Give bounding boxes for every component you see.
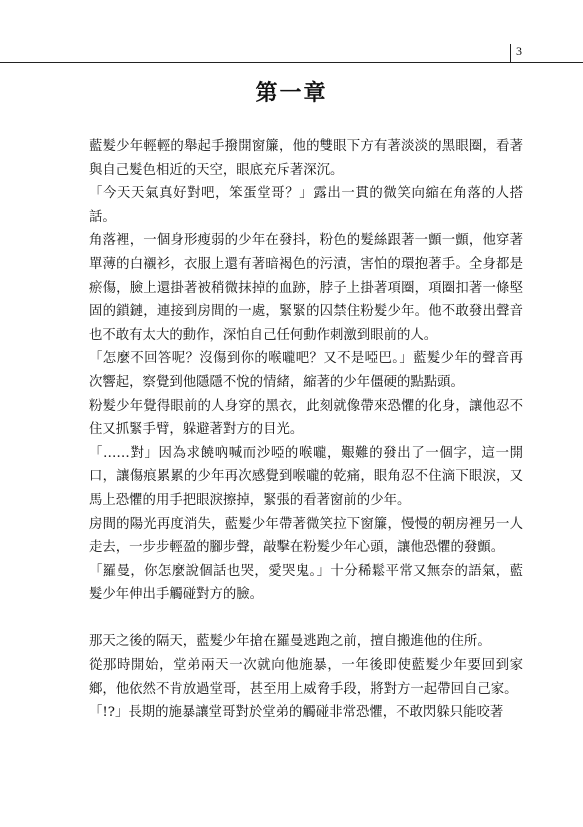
paragraph-4: 「怎麼不回答呢？沒傷到你的喉嚨吧？又不是啞巴。」藍髮少年的聲音再次響起，察覺到他隱隱不悅的情緒，縮著的少年僵硬的點點頭。 — [89, 351, 523, 390]
chapter-title: 第一章 — [255, 81, 328, 106]
paragraph-5: 粉髮少年覺得眼前的人身穿的黑衣，此刻就像帶來恐懼的化身，讓他忍不住又抓緊手臂，躲避著對方的目光。 — [89, 398, 523, 438]
paragraph-8: 「羅曼，你怎麼說個話也哭，愛哭鬼。」十分稀鬆平常又無奈的語氣，藍髮少年伸出手觸碰對方的臉。 — [89, 563, 523, 603]
paragraph-9: 那天之後的隔天，藍髮少年搶在羅曼逃跑之前，擅自搬進他的住所。 — [89, 634, 491, 650]
paragraph-7: 房間的陽光再度消失，藍髮少年帶著微笑拉下窗簾，慢慢的朝房裡另一人走去，一步步輕盈的腳步聲，敲擊在粉髮少年心頭，讓他恐懼的發顫。 — [89, 516, 523, 556]
header-rule — [0, 62, 583, 63]
header-divider-tick — [510, 44, 511, 63]
paragraph-2: 「今天天氣真好對吧，笨蛋堂哥？」露出一貫的微笑向縮在角落的人搭話。 — [89, 186, 523, 225]
paragraph-10: 從那時開始，堂弟兩天一次就向他施暴，一年後即使藍髮少年要回到家鄉，他依然不肯放過堂哥，甚至用上威脅手段，將對方一起帶回自己家。 — [89, 658, 523, 697]
paragraph-6: 「……對」因為求饒吶喊而沙啞的喉嚨，艱難的發出了一個字，這一開口，讓傷痕累累的少年再次感覺到喉嚨的乾痛，眼角忍不住滴下眼淚，又馬上恐懼的用手把眼淚擦掉，緊張的看著窗前的少年。 — [89, 445, 523, 508]
page-number: 3 — [516, 44, 522, 58]
paragraph-11: 「!?」長期的施暴讓堂哥對於堂弟的觸碰非常恐懼，不敢閃躲只能咬著 — [89, 705, 504, 721]
chapter-body — [89, 135, 523, 725]
paragraph-1: 藍髮少年輕輕的舉起手撥開窗簾，他的雙眼下方有著淡淡的黑眼圈，看著與自己髮色相近的天空，眼底充斥著深沉。 — [89, 139, 523, 178]
paragraph-3: 角落裡，一個身形瘦弱的少年在發抖，粉色的髮絲跟著一顫一顫，他穿著單薄的白襯衫，衣服上還有著暗褐色的污漬，害怕的環抱著手。全身都是瘀傷，臉上還掛著被稍微抹掉的血跡，脖子上掛著項圈，項圈扣著一條堅固的鎖鏈，連接到房間的一處，緊緊的囚禁住粉髮少年。他不敢發出聲音也不敢有太大的動作，深怕自己任何動作刺激到眼前的人。 — [89, 233, 523, 343]
section-break — [89, 607, 523, 631]
